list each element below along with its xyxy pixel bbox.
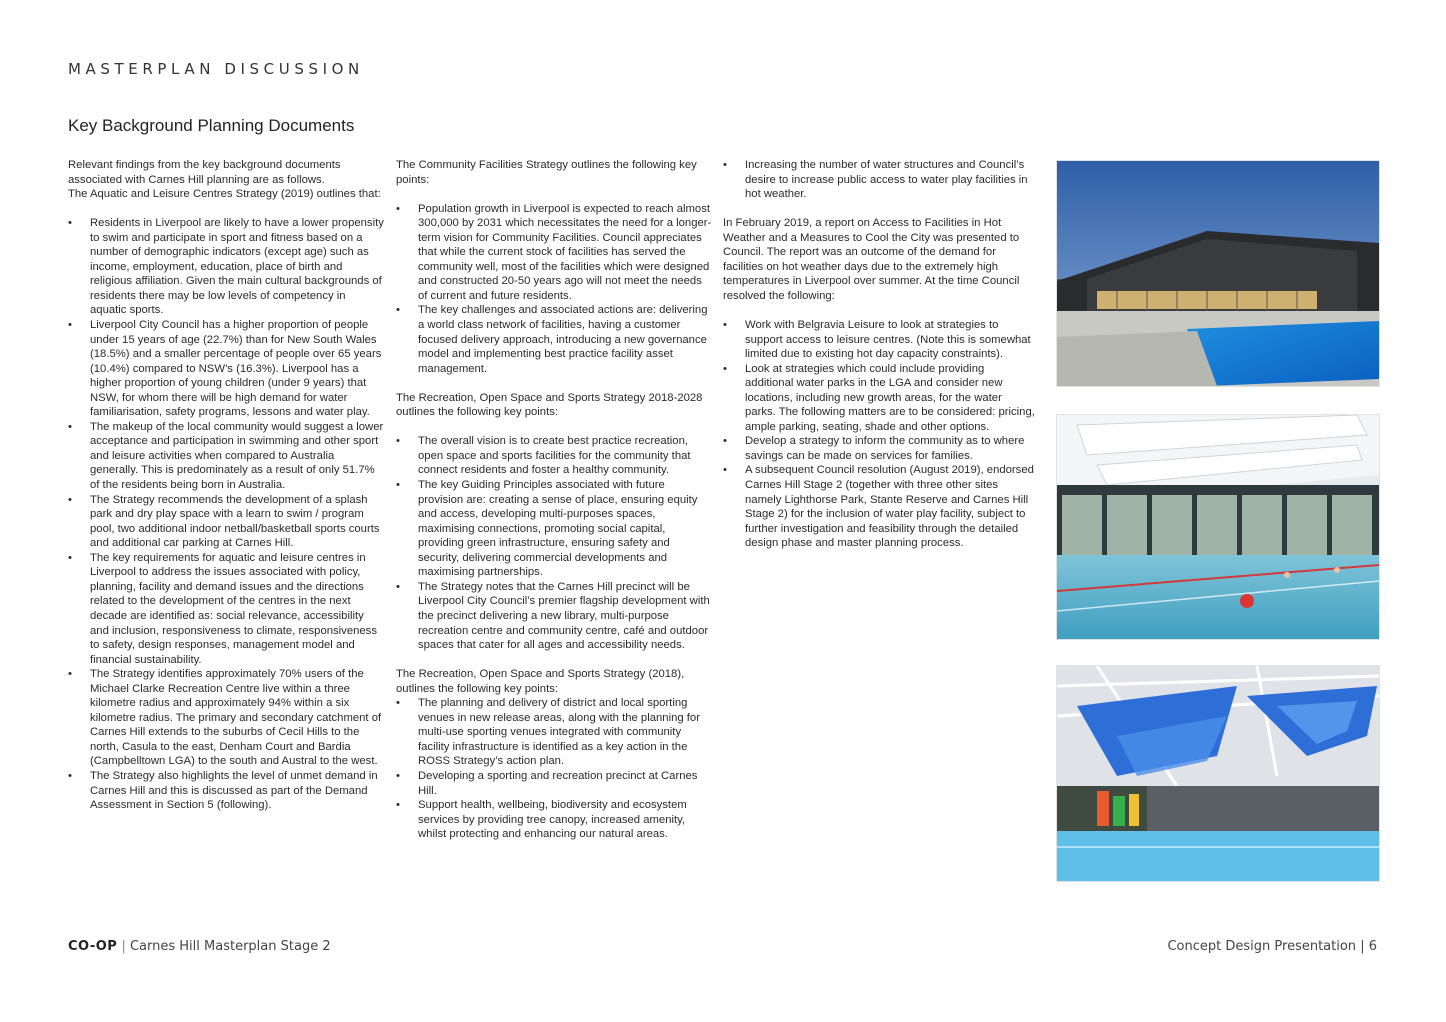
text-column-2 (396, 158, 712, 842)
list-item: • Developing a sporting and recreation precinct at Carnes Hill. (396, 769, 712, 798)
list-item: • The key challenges and associated actions are: delivering a world class network of facilities, having a customer focused delivery approach, introducing a new governance model and implementing best practice facility asset management. (396, 303, 712, 376)
list-item: • The Strategy also highlights the level of unmet demand in Carnes Hill and this is discussed as part of the Demand Assessment in Section 5 (following). (68, 769, 384, 813)
council-resolution-list (723, 318, 1035, 551)
list-item: • Liverpool City Council has a higher proportion of people under 15 years of age (22.7%) than for New South Wales (18.5%) and a smaller percentage of people over 65 years (10.4%) compared to NSW’s (16.3%). Liverpool has a higher proportion of young children (under 9 years) that NSW, for whom there will be high demand for water familiarisation, safety programs, lessons and water play. (68, 318, 384, 420)
list-item: • Residents in Liverpool are likely to have a lower propensity to swim and participate in sport and fitness based on a number of demographic indicators (except age) such as income, employment, education, place of birth and religious affiliation. Given the main cultural backgrounds of residents there may be low levels of competency in aquatic sports. (68, 216, 384, 318)
text-column-1 (68, 158, 384, 813)
list-item: • Look at strategies which could include providing additional water parks in the LGA and consider new locations, including new growth areas, for the water parks. The following matters are to be considered: pricing, ample parking, seating, shade and other options. (723, 362, 1035, 435)
ross-strategy-intro: The Recreation, Open Space and Sports Strategy 2018-2028 outlines the following key points: (396, 391, 703, 419)
aquatic-strategy-list (68, 216, 384, 812)
list-item: • The Strategy notes that the Carnes Hill precinct will be Liverpool City Council’s premier flagship development with the precinct delivering a new library, multi-purpose recreation centre and community centre, café and outdoor spaces that cater for all ages and accessibility needs. (396, 580, 712, 653)
page-heading: Key Background Planning Documents (68, 116, 355, 135)
aquatic-strategy-intro: The Aquatic and Leisure Centres Strategy (2019) outlines that: (68, 188, 381, 201)
indoor-pool-photo (1056, 414, 1380, 640)
leisure-pool-photo (1056, 665, 1380, 882)
list-item: • The Strategy identifies approximately 70% users of the Michael Clarke Recreation Centre live within a three kilometre radius and approximately 94% within a six kilometre radius. The primary and secondary catchment of Carnes Hill extends to the suburbs of Cecil Hills to the north, Casula to the east, Denham Court and Bardia (Campbelltown LGA) to the south and Austral to the west. (68, 667, 384, 769)
community-facilities-intro: The Community Facilities Strategy outlines the following key points: (396, 159, 697, 186)
ross-2018-intro: The Recreation, Open Space and Sports Strategy (2018), outlines the following key points: (396, 668, 685, 695)
ross-2018-list (396, 696, 712, 841)
ross-strategy-list (396, 434, 712, 652)
footer-separator: | (1360, 939, 1365, 954)
section-label: MASTERPLAN DISCUSSION (68, 60, 364, 78)
list-item: • Support health, wellbeing, biodiversity and ecosystem services by providing tree canopy, increased amenity, whilst protecting and enhancing our natural areas. (396, 798, 712, 842)
page-number: 6 (1368, 939, 1377, 954)
list-item: • The Strategy recommends the development of a splash park and dry play space with a learn to swim / program pool, two additional indoor netball/basketball sports courts and additional car parking at Carnes Hill. (68, 493, 384, 551)
list-item: • The makeup of the local community would suggest a lower acceptance and participation in swimming and other sport and leisure activities when compared to Australia generally. This is predominately as a result of only 51.7% of the residents being born in Australia. (68, 420, 384, 493)
list-item: • The overall vision is to create best practice recreation, open space and sports facilities for the community that connect residents and foster a healthy community. (396, 434, 712, 478)
project-name: Carnes Hill Masterplan Stage 2 (129, 939, 331, 954)
water-structures-list (723, 158, 1035, 202)
community-facilities-list (396, 202, 712, 377)
intro-paragraph: Relevant findings from the key background documents associated with Carnes Hill planning are as follows. (68, 159, 341, 186)
outdoor-pool-photo (1056, 160, 1380, 387)
list-item: • Work with Belgravia Leisure to look at strategies to support access to leisure centres. (Note this is somewhat limited due to existing hot day capacity constraints). (723, 318, 1035, 362)
hot-weather-report-paragraph: In February 2019, a report on Access to Facilities in Hot Weather and a Measures to Cool the City was presented to Council. The report was an outcome of the demand for facilities on hot weather days due to the extremely high temperatures in Liverpool over summer. At the time Council resolved the following: (723, 217, 1020, 302)
text-column-3 (723, 158, 1035, 551)
list-item: • The key requirements for aquatic and leisure centres in Liverpool to address the issues associated with policy, planning, facility and demand issues and the directions related to the development of the centres in the next decade are identified as: social relevance, accessibility and inclusion, responsiveness to climate, responsiveness to safety, design responses, management model and financial sustainability. (68, 551, 384, 667)
list-item: • The planning and delivery of district and local sporting venues in new release areas, along with the planning for multi-use sporting venues integrated with community facility infrastructure is identified as a key action in the ROSS Strategy’s action plan. (396, 696, 712, 769)
brand-logo: CO-OP (68, 939, 118, 954)
list-item: • Increasing the number of water structures and Council’s desire to increase public access to water play facilities in hot weather. (723, 158, 1035, 202)
document-title: Concept Design Presentation (1167, 939, 1357, 954)
footer-page-info (1167, 939, 1377, 954)
list-item: • Develop a strategy to inform the community as to where savings can be made on services for families. (723, 434, 1035, 463)
list-item: • A subsequent Council resolution (August 2019), endorsed Carnes Hill Stage 2 (together with three other sites namely Lighthorse Park, Stante Reserve and Carnes Hill Stage 2) for the inclusion of water play facility, subject to further investigation and feasibility through the detailed design phase and master planning process. (723, 463, 1035, 550)
list-item: • Population growth in Liverpool is expected to reach almost 300,000 by 2031 which necessitates the need for a longer-term vision for Community Facilities. Council appreciates that while the current stock of facilities has served the community well, most of the facilities which were designed and constructed 20-50 years ago will not meet the needs of current and future residents. (396, 202, 712, 304)
footer-project (68, 939, 331, 954)
list-item: • The key Guiding Principles associated with future provision are: creating a sense of place, ensuring equity and access, developing multi-purposes spaces, maximising connections, promoting social capital, providing green infrastructure, ensuring safety and security, delivering commercial developments and maximising partnerships. (396, 478, 712, 580)
footer-separator: | (121, 939, 126, 954)
